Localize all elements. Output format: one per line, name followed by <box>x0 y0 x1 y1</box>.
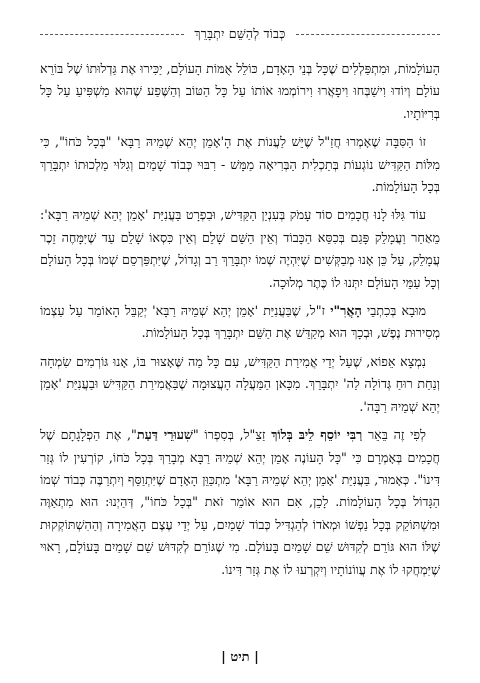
page-number: | תיט | <box>221 650 259 665</box>
paragraph-2: זוֹ הַסִּבָּה שֶׁאָמְרוּ חֲזַ"ל שֶׁיֵּשׁ לַעֲנוֹת אֶת הָ'אָמֵן יְהֵא שְׁמֵיהּ רַבָּא' "בְּכָל כֹּחוֹ", כִּי מִלּוֹת הַקַּדִּישׁ נוֹגְעוֹת בְּתַכְלִית הַבְּרִיאָה מַמָּשׁ - רִבּוּי כְּבוֹד שָׁמַיִם וְגִלּוּי מַלְכוּתוֹ יִתְבָּרֵךְ בְּכָל הָעוֹלָמוֹת. <box>40 134 440 195</box>
arizal-name: הָאֲרִ"י <box>330 303 362 319</box>
paragraph-6-pre: לְפִי זֶה בֵּאֵר <box>362 427 426 443</box>
paragraph-5: נִמְצָא אֵפוֹא, שֶׁעַל יְדֵי אֲמִירַת הַקַּדִּישׁ, עִם כָּל מַה שֶּׁאָצוּר בּוֹ, אָנוּ גּוֹרְמִים שִׂמְחָה וְנַחַת רוּחַ גְּדוֹלָה לַה' יִתְבָּרֵךְ. מִכָּאן הַמַּעֲלָה הָעֲצוּמָה שֶׁבַּאֲמִירַת הַקַּדִּישׁ וּבַעֲנִיַּת 'אָמֵן יְהֵא שְׁמֵיהּ רַבָּה'. <box>40 353 440 414</box>
paragraph-6-mid: זַצַ"ל, בְּסִפְרוֹ " <box>192 427 272 443</box>
paragraph-4-pre: מוּבָא בְּכִתְבֵי <box>361 303 426 319</box>
paragraph-6-post: ", אֶת הַפְלָגָתָם שֶׁל חֲכָמִים בְּאָמְרָם כִּי "כָּל הָעוֹנֶה אָמֵן יְהֵא שְׁמֵיהּ רַבָּא מְבָרַךְ בְּכָל כֹּחוֹ, קוֹרְעִין לוֹ גְּזַר דִּינוֹ". כְּאָמוּר, בַּעֲנִיַּת 'אָמֵן יְהֵא שְׁמֵיהּ רַבָּא' מִתְכַּוֵּן הָאָדָם שֶׁיִּתְוַסֵּף וְיִתְרַבֶּה כְּבוֹד שְׁמוֹ הַגָּדוֹל בְּכָל הָעוֹלָמוֹת. לָכֵן, אִם הוּא אוֹמֵר זֹאת "בְּכָל כֹּחוֹ", דְּהַיְנוּ: הוּא מִתְאַוֶּה וּמִשְׁתּוֹקֵק בְּכָל נַפְשׁוֹ וּמְאֹדוֹ לְהַגְדִּיל כְּבוֹד שָׁמַיִם, עַל יְדֵי עֶצֶם הָאֲמִירָה וְהַהִשְׁתּוֹקְקוּת שֶׁלּוֹ הוּא גּוֹרֵם לְקִדּוּשׁ שֵׁם שָׁמַיִם בָּעוֹלָם. מִי שֶׁגּוֹרֵם לְקִדּוּשׁ שֵׁם שָׁמַיִם בָּעוֹלָם, רָאוּי שֶׁיִּמְחֲקוּ לוֹ אֶת עֲווֹנוֹתָיו וְיִקְרְעוּ לוֹ אֶת גְּזַר דִּינוֹ. <box>40 427 440 577</box>
paragraph-4 <box>40 300 440 345</box>
book-title: שִׁעוּרֵי דַּעַת <box>136 427 193 443</box>
running-header <box>40 26 440 42</box>
rabbi-name: רַבִּי יוֹסֵף לֵיבּ בְּלוֹךְ <box>271 427 363 443</box>
paragraph-4-post: ז"ל, שֶׁבַּעֲנִיַּת 'אָמֵן יְהֵא שְׁמֵיהּ רַבָּא' יְקַבֵּל הָאוֹמֵר עַל עַצְמוֹ מְסִירוּת נֶפֶשׁ, וּבְכָךְ הוּא מְקַדֵּשׁ אֶת הַשֵּׁם יִתְבָּרֵךְ בְּכָל הָעוֹלָמוֹת. <box>40 303 440 341</box>
header-rule-left <box>40 34 184 35</box>
header-title: כְּבוֹד לְהַשֵּׁם יִתְבָּרֵךְ <box>194 26 286 41</box>
paragraph-3: עוֹד גִּלּוּ לָנוּ חֲכָמִים סוֹד עָמֹק בְּעִנְיַן הַקַּדִּישׁ, וּבִפְרָט בַּעֲנִיַּת 'אָמֵן יְהֵא שְׁמֵיהּ רַבָּא': מֵאַחַר וַעֲמָלֵק פָּגַם בְּכִסֵּא הַכָּבוֹד וְאֵין הַשֵּׁם שָׁלֵם וְאֵין כִּסְאוֹ שָׁלֵם עַד שֶׁיִּמָּחֶה זֵכֶר עֲמָלֵק, עַל כֵּן אָנוּ מְבַקְּשִׁים שֶׁיִּהְיֶה שְׁמוֹ יִתְבָּרֵךְ רַב וְגָדוֹל, שֶׁיִּתְפַּרְסֵם שְׁמוֹ בְּכָל הָעוֹלָם וְכָל עַמֵּי הָעוֹלָם יִתְּנוּ לוֹ כֶּתֶר מְלוּכָה. <box>40 207 440 290</box>
paragraph-1: הָעוֹלָמוֹת, וּמִתְפַּלְלִים שֶׁכָּל בְּנֵי הָאָדָם, כּוֹלֵל אֻמּוֹת הָעוֹלָם, יַכִּירוּ אֶת גַּדְלוּתוֹ שֶׁל בּוֹרֵא עוֹלָם וְיוֹדוּ וִישַׁבְּחוּ וִיפָאֲרוּ וִירוֹמְמוּ אוֹתוֹ עַל כָּל הַטּוֹב וְהַשֶּׁפַע שֶׁהוּא מַשְׁפִּיעַ עַל כָּל בְּרִיּוֹתָיו. <box>40 61 440 121</box>
header-rule-right <box>296 34 440 35</box>
paragraph-6 <box>40 424 440 581</box>
main-text <box>40 58 440 581</box>
